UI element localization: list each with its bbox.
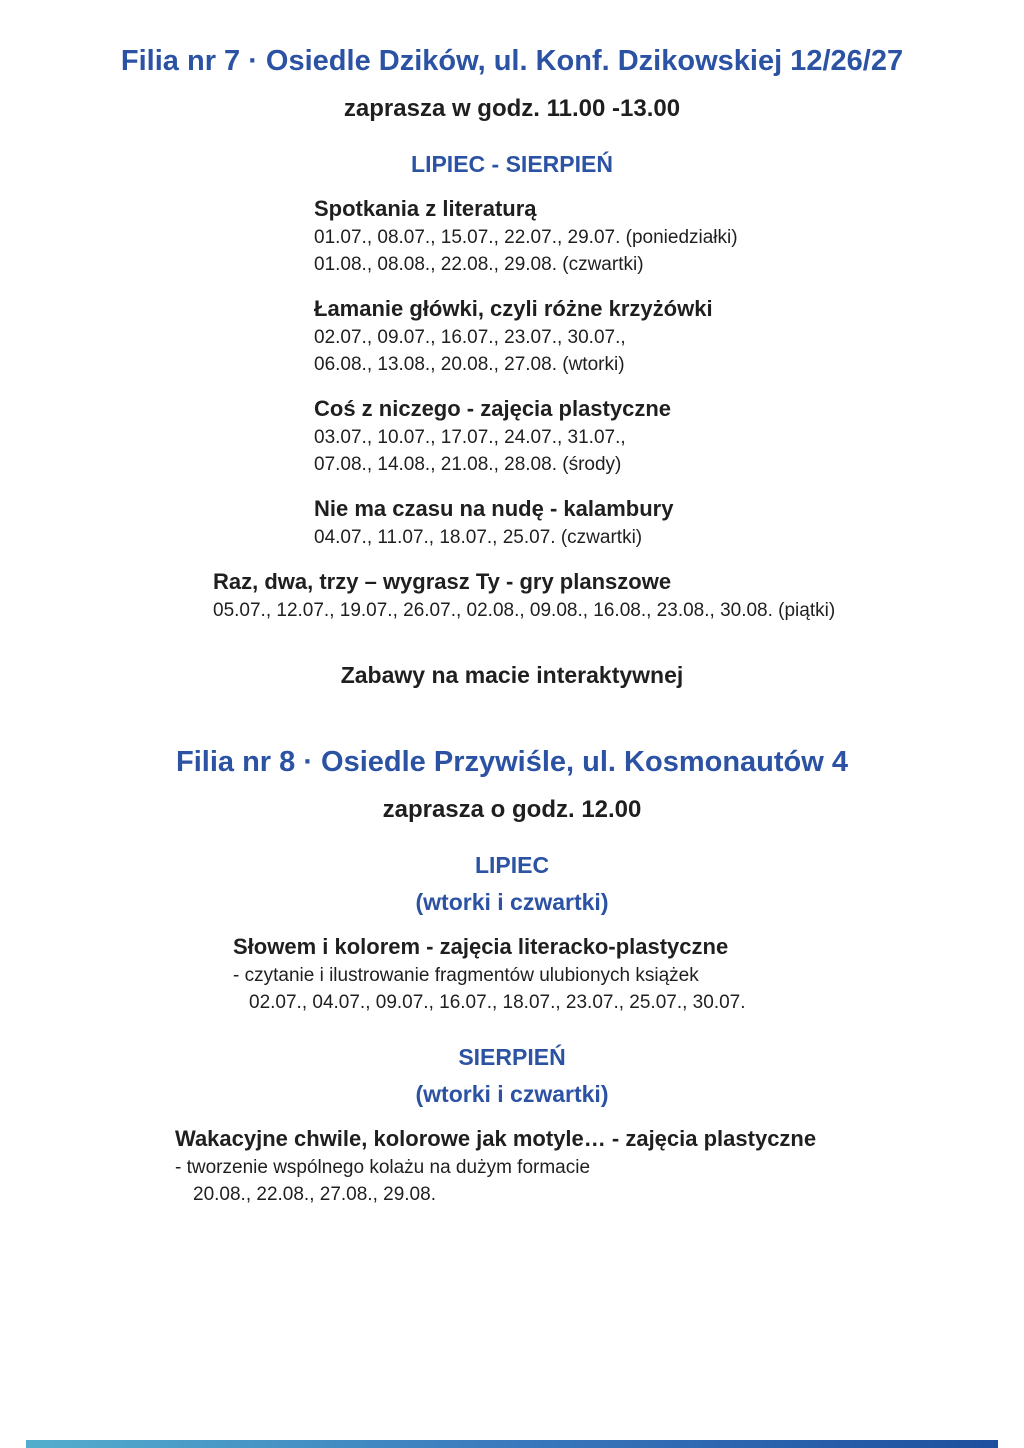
event-dates-line: 06.08., 13.08., 20.08., 27.08. (wtorki) [314,353,625,375]
event-title: Nie ma czasu na nudę - kalambury [314,495,674,521]
event-spotkania [314,194,1024,278]
event-cos-z-niczego [314,394,1024,478]
event-dates-line: 07.08., 14.08., 21.08., 28.08. (środy) [314,453,622,475]
branch8-august-days: (wtorki i czwartki) [415,1080,609,1107]
event-slowem-i-kolorem [233,932,1024,1016]
branch8-hours: zaprasza o godz. 12.00 [382,795,642,823]
branch7-section [0,44,1024,689]
event-dates-line: 01.08., 08.08., 22.08., 29.08. (czwartki) [314,253,644,275]
event-gry-planszowe [213,567,1024,624]
event-wakacyjne-chwile [175,1124,1024,1208]
footer-accent-bar [26,1440,998,1448]
branch8-august-month: SIERPIEŃ [458,1043,566,1070]
event-lamanie-glowki [314,294,1024,378]
event-dates-line: 03.07., 10.07., 17.07., 24.07., 31.07., [314,426,626,448]
event-dates-line: 20.08., 22.08., 27.08., 29.08. [193,1183,436,1205]
branch7-title: Filia nr 7 · Osiedle Dzików, ul. Konf. Dzikowskiej 12/26/27 [120,45,904,77]
branch7-hours: zaprasza w godz. 11.00 -13.00 [343,94,681,122]
event-title: Wakacyjne chwile, kolorowe jak motyle… - zajęcia plastyczne [175,1125,817,1151]
event-title: Coś z niczego - zajęcia plastyczne [314,395,672,421]
branch8-july-days: (wtorki i czwartki) [415,888,609,915]
event-title: Raz, dwa, trzy – wygrasz Ty - gry planszowe [213,568,672,594]
branch7-period: LIPIEC - SIERPIEŃ [411,150,613,177]
interactive-mat-note: Zabawy na macie interaktywnej [340,661,684,688]
branch8-title: Filia nr 8 · Osiedle Przywiśle, ul. Kosmonautów 4 [176,745,848,778]
event-dates-line: 01.07., 08.07., 15.07., 22.07., 29.07. (poniedziałki) [314,226,738,248]
event-kalambury [314,494,1024,551]
event-title: Spotkania z literaturą [314,195,537,221]
event-note: - tworzenie wspólnego kolażu na dużym formacie [175,1156,591,1178]
event-note: - czytanie i ilustrowanie fragmentów ulubionych książek [233,964,699,986]
branch8-july-month: LIPIEC [474,851,550,878]
event-title: Łamanie główki, czyli różne krzyżówki [314,295,713,321]
event-dates-line: 04.07., 11.07., 18.07., 25.07. (czwartki) [314,526,643,548]
event-title: Słowem i kolorem - zajęcia literacko-plastyczne [233,933,729,959]
event-dates-line: 05.07., 12.07., 19.07., 26.07., 02.08., 09.08., 16.08., 23.08., 30.08. (piątki) [213,599,836,621]
event-dates-line: 02.07., 04.07., 09.07., 16.07., 18.07., 23.07., 25.07., 30.07. [249,991,746,1013]
branch8-section [0,745,1024,1208]
event-dates-line: 02.07., 09.07., 16.07., 23.07., 30.07., [314,326,626,348]
